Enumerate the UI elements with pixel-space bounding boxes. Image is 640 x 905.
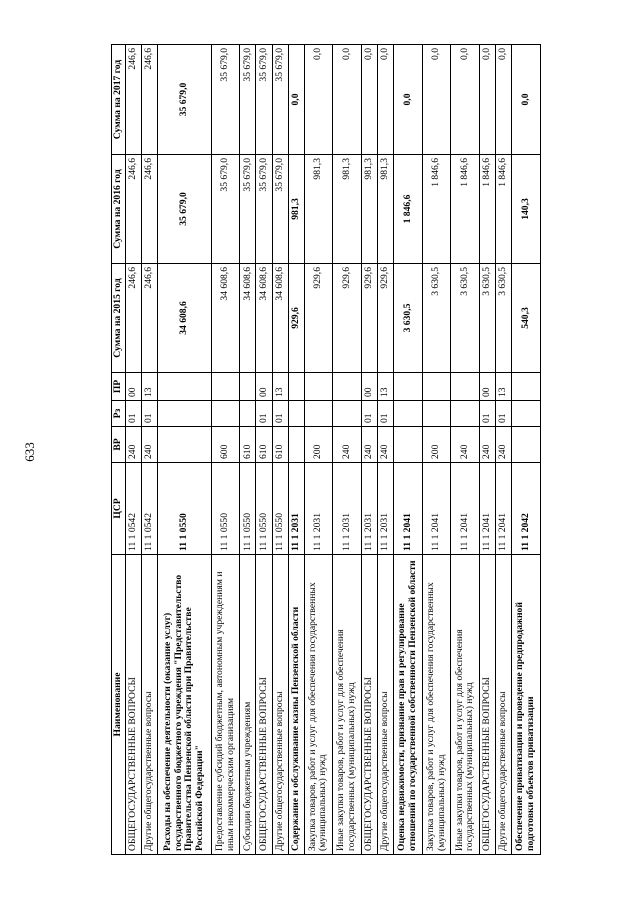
cell-name: Расходы на обеспечение деятельности (оказание услуг) государственного бюджетного учреждения "Представительство Правительства Пензенской области при Правительстве Российской Федерации" [157, 555, 211, 855]
table-row [361, 45, 377, 855]
cell-name: Другие общегосударственные вопросы [272, 555, 288, 855]
cell-csr: 11 1 2041 [480, 463, 496, 555]
table-row [512, 45, 541, 855]
cell-vr: 240 [333, 427, 362, 463]
cell-sum-2016: 1 846,6 [394, 155, 423, 264]
cell-sum-2017: 35 679,0 [157, 45, 211, 155]
cell-name: Закупка товаров, работ и услуг для обеспечения государственных (муниципальных) нужд [422, 555, 451, 855]
cell-vr: 240 [125, 427, 141, 463]
header-csr: ЦСР [112, 463, 126, 555]
cell-name: Обеспечение приватизации и проведение предпродажной подготовки объектов приватизации [512, 555, 541, 855]
header-sum-2015: Сумма на 2015 год [112, 264, 126, 373]
cell-vr [157, 427, 211, 463]
cell-csr: 11 1 2031 [333, 463, 362, 555]
cell-rz: 01 [378, 401, 394, 427]
cell-name: Закупка товаров, работ и услуг для обеспечения государственных (муниципальных) нужд [304, 555, 333, 855]
cell-rz [240, 401, 256, 427]
cell-sum-2017: 0,0 [361, 45, 377, 155]
cell-pr: 13 [141, 373, 157, 401]
table-row [480, 45, 496, 855]
cell-sum-2015: 929,6 [361, 264, 377, 373]
table-header-row [112, 45, 126, 855]
cell-sum-2015: 34 608,6 [157, 264, 211, 373]
table-row [451, 45, 480, 855]
table-row [256, 45, 272, 855]
cell-sum-2017: 0,0 [288, 45, 304, 155]
cell-sum-2017: 0,0 [304, 45, 333, 155]
cell-sum-2015: 34 608,6 [256, 264, 272, 373]
cell-vr: 240 [361, 427, 377, 463]
cell-pr [288, 373, 304, 401]
cell-name: Иные закупки товаров, работ и услуг для обеспечения государственных (муниципальных) нужд [451, 555, 480, 855]
header-rz: Рз [112, 401, 126, 427]
cell-vr: 240 [451, 427, 480, 463]
table-row [141, 45, 157, 855]
cell-sum-2015: 929,6 [378, 264, 394, 373]
cell-csr: 11 1 2031 [378, 463, 394, 555]
cell-sum-2017: 0,0 [512, 45, 541, 155]
table-row [378, 45, 394, 855]
cell-vr: 610 [272, 427, 288, 463]
cell-sum-2017: 35 679,0 [272, 45, 288, 155]
cell-csr: 11 1 0542 [141, 463, 157, 555]
cell-name: ОБЩЕГОСУДАРСТВЕННЫЕ ВОПРОСЫ [361, 555, 377, 855]
cell-rz: 01 [272, 401, 288, 427]
header-vr: ВР [112, 427, 126, 463]
table-row [211, 45, 240, 855]
cell-sum-2015: 3 630,5 [422, 264, 451, 373]
budget-table [111, 44, 541, 855]
cell-vr: 610 [240, 427, 256, 463]
cell-name: Субсидии бюджетным учреждениям [240, 555, 256, 855]
cell-name: ОБЩЕГОСУДАРСТВЕННЫЕ ВОПРОСЫ [125, 555, 141, 855]
cell-sum-2015: 34 608,6 [240, 264, 256, 373]
cell-sum-2016: 981,3 [304, 155, 333, 264]
cell-pr [512, 373, 541, 401]
cell-sum-2015: 929,6 [288, 264, 304, 373]
cell-sum-2016: 1 846,6 [496, 155, 512, 264]
cell-name: Другие общегосударственные вопросы [378, 555, 394, 855]
header-sum-2017: Сумма на 2017 год [112, 45, 126, 155]
cell-sum-2015: 3 630,5 [496, 264, 512, 373]
cell-sum-2017: 0,0 [496, 45, 512, 155]
cell-rz [394, 401, 423, 427]
cell-sum-2016: 981,3 [333, 155, 362, 264]
cell-sum-2017: 35 679,0 [240, 45, 256, 155]
cell-csr: 11 1 2031 [304, 463, 333, 555]
cell-pr: 13 [496, 373, 512, 401]
cell-csr: 11 1 0550 [211, 463, 240, 555]
table-row [240, 45, 256, 855]
cell-sum-2015: 929,6 [333, 264, 362, 373]
cell-rz: 01 [141, 401, 157, 427]
cell-csr: 11 1 0550 [256, 463, 272, 555]
cell-sum-2016: 246,6 [125, 155, 141, 264]
cell-sum-2016: 1 846,6 [422, 155, 451, 264]
cell-vr: 240 [378, 427, 394, 463]
table-row [288, 45, 304, 855]
cell-sum-2016: 35 679,0 [157, 155, 211, 264]
table-row [272, 45, 288, 855]
cell-vr: 600 [211, 427, 240, 463]
cell-vr [512, 427, 541, 463]
cell-rz [451, 401, 480, 427]
cell-csr: 11 1 2042 [512, 463, 541, 555]
budget-table-container [111, 45, 541, 855]
cell-rz: 01 [256, 401, 272, 427]
cell-csr: 11 1 0542 [125, 463, 141, 555]
cell-csr: 11 1 0550 [272, 463, 288, 555]
table-row [304, 45, 333, 855]
cell-name: ОБЩЕГОСУДАРСТВЕННЫЕ ВОПРОСЫ [480, 555, 496, 855]
header-sum-2016: Сумма на 2016 год [112, 155, 126, 264]
cell-sum-2016: 981,3 [361, 155, 377, 264]
cell-csr: 11 1 2041 [451, 463, 480, 555]
cell-pr: 00 [256, 373, 272, 401]
cell-vr [288, 427, 304, 463]
cell-rz [157, 401, 211, 427]
cell-pr [422, 373, 451, 401]
cell-sum-2017: 0,0 [378, 45, 394, 155]
cell-pr: 13 [378, 373, 394, 401]
cell-sum-2016: 35 679,0 [272, 155, 288, 264]
cell-pr [211, 373, 240, 401]
cell-pr [240, 373, 256, 401]
cell-sum-2017: 0,0 [333, 45, 362, 155]
cell-pr: 13 [272, 373, 288, 401]
cell-csr: 11 1 2031 [288, 463, 304, 555]
cell-pr [304, 373, 333, 401]
cell-sum-2016: 246,6 [141, 155, 157, 264]
cell-name: Оценка недвижимости, признание прав и регулирование отношений по государственной собственности Пензенской области [394, 555, 423, 855]
cell-name: Иные закупки товаров, работ и услуг для обеспечения государственных (муниципальных) нужд [333, 555, 362, 855]
budget-table-rotated [111, 45, 541, 855]
cell-csr: 11 1 2041 [394, 463, 423, 555]
cell-vr: 610 [256, 427, 272, 463]
cell-name: ОБЩЕГОСУДАРСТВЕННЫЕ ВОПРОСЫ [256, 555, 272, 855]
cell-rz: 01 [125, 401, 141, 427]
header-name: Наименование [112, 555, 126, 855]
table-row [157, 45, 211, 855]
cell-csr: 11 1 0550 [157, 463, 211, 555]
cell-sum-2015: 246,6 [141, 264, 157, 373]
cell-rz [512, 401, 541, 427]
cell-rz [211, 401, 240, 427]
cell-rz: 01 [480, 401, 496, 427]
cell-sum-2017: 0,0 [451, 45, 480, 155]
cell-sum-2015: 540,3 [512, 264, 541, 373]
cell-sum-2017: 246,6 [125, 45, 141, 155]
table-row [496, 45, 512, 855]
table-row [394, 45, 423, 855]
header-pr: ПР [112, 373, 126, 401]
table-body [125, 45, 540, 855]
cell-csr: 11 1 2041 [422, 463, 451, 555]
page-number: 633 [22, 442, 37, 462]
cell-rz [333, 401, 362, 427]
cell-sum-2016: 35 679,0 [256, 155, 272, 264]
cell-rz [304, 401, 333, 427]
cell-sum-2017: 35 679,0 [256, 45, 272, 155]
cell-csr: 11 1 2031 [361, 463, 377, 555]
cell-vr: 240 [141, 427, 157, 463]
cell-vr: 200 [304, 427, 333, 463]
cell-sum-2016: 35 679,0 [240, 155, 256, 264]
cell-sum-2016: 981,3 [288, 155, 304, 264]
cell-name: Другие общегосударственные вопросы [496, 555, 512, 855]
cell-sum-2015: 3 630,5 [451, 264, 480, 373]
cell-csr: 11 1 2041 [496, 463, 512, 555]
cell-sum-2017: 0,0 [422, 45, 451, 155]
cell-rz: 01 [361, 401, 377, 427]
cell-vr [394, 427, 423, 463]
cell-sum-2017: 246,6 [141, 45, 157, 155]
cell-rz: 01 [496, 401, 512, 427]
cell-vr: 240 [480, 427, 496, 463]
cell-vr: 200 [422, 427, 451, 463]
table-row [125, 45, 141, 855]
cell-pr: 00 [361, 373, 377, 401]
cell-sum-2015: 3 630,5 [480, 264, 496, 373]
cell-sum-2015: 929,6 [304, 264, 333, 373]
cell-pr [394, 373, 423, 401]
cell-sum-2015: 246,6 [125, 264, 141, 373]
cell-pr [333, 373, 362, 401]
cell-vr: 240 [496, 427, 512, 463]
cell-name: Содержание и обслуживание казны Пензенской области [288, 555, 304, 855]
cell-csr: 11 1 0550 [240, 463, 256, 555]
cell-name: Предоставление субсидий бюджетным, автономным учреждениям и иным некоммерческим организациям [211, 555, 240, 855]
cell-pr [157, 373, 211, 401]
cell-sum-2017: 35 679,0 [211, 45, 240, 155]
cell-name: Другие общегосударственные вопросы [141, 555, 157, 855]
cell-sum-2016: 1 846,6 [480, 155, 496, 264]
cell-pr: 00 [480, 373, 496, 401]
cell-pr [451, 373, 480, 401]
cell-rz [422, 401, 451, 427]
cell-sum-2016: 1 846,6 [451, 155, 480, 264]
cell-sum-2016: 140,3 [512, 155, 541, 264]
table-row [333, 45, 362, 855]
cell-sum-2016: 981,3 [378, 155, 394, 264]
cell-sum-2015: 34 608,6 [272, 264, 288, 373]
table-row [422, 45, 451, 855]
cell-sum-2017: 0,0 [394, 45, 423, 155]
cell-pr: 00 [125, 373, 141, 401]
cell-sum-2016: 35 679,0 [211, 155, 240, 264]
cell-sum-2017: 0,0 [480, 45, 496, 155]
cell-rz [288, 401, 304, 427]
cell-sum-2015: 3 630,5 [394, 264, 423, 373]
cell-sum-2015: 34 608,6 [211, 264, 240, 373]
